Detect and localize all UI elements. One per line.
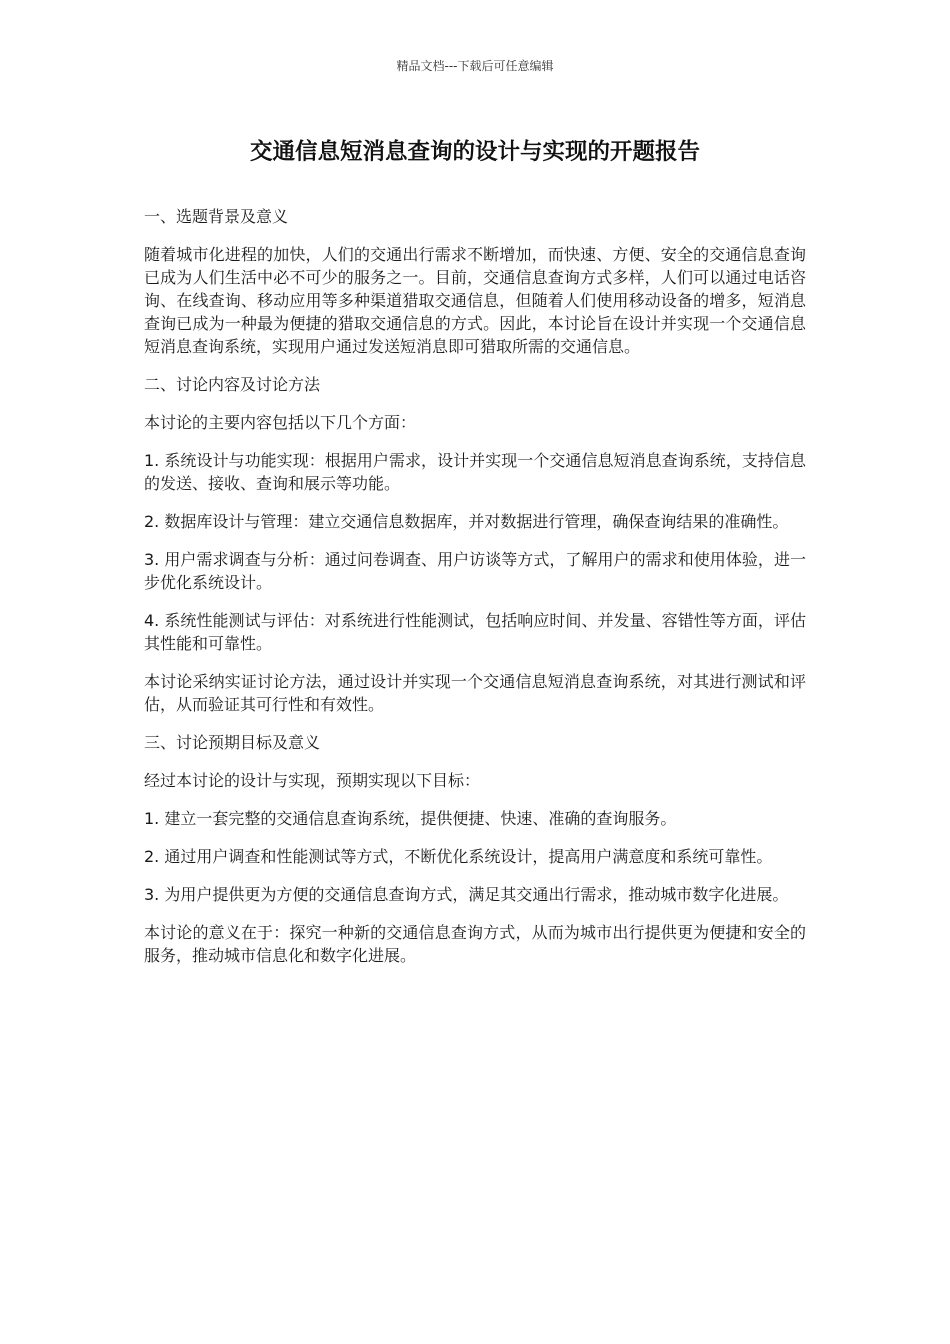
document-title: 交通信息短消息查询的设计与实现的开题报告: [249, 139, 700, 165]
document-body: [144, 205, 806, 982]
section-heading-goals: 三、讨论预期目标及意义: [144, 733, 321, 752]
section-heading-background: 一、选题背景及意义: [144, 207, 289, 226]
paragraph-content-intro: 本讨论的主要内容包括以下几个方面：: [144, 413, 417, 432]
list-item-content-4: 4. 系统性能测试与评估：对系统进行性能测试，包括响应时间、并发量、容错性等方面，评估其性能和可靠性。: [144, 611, 806, 653]
list-item-goal-3: 3. 为用户提供更为方便的交通信息查询方式，满足其交通出行需求，推动城市数字化进展。: [144, 885, 789, 904]
list-item-content-2: 2. 数据库设计与管理：建立交通信息数据库，并对数据进行管理，确保查询结果的准确性。: [144, 512, 789, 531]
paragraph-significance: 本讨论的意义在于：探究一种新的交通信息查询方式，从而为城市出行提供更为便捷和安全的服务，推动城市信息化和数字化进展。: [144, 923, 806, 965]
header-note: 精品文档---下载后可任意编辑: [396, 59, 554, 73]
paragraph-background: 随着城市化进程的加快，人们的交通出行需求不断增加，而快速、方便、安全的交通信息查询已成为人们生活中必不可少的服务之一。目前，交通信息查询方式多样，人们可以通过电话咨询、在线查询、移动应用等多种渠道猎取交通信息，但随着人们使用移动设备的增多，短消息查询已成为一种最为便捷的猎取交通信息的方式。因此，本讨论旨在设计并实现一个交通信息短消息查询系统，实现用户通过发送短消息即可猎取所需的交通信息。: [144, 245, 806, 356]
section-heading-content-method: 二、讨论内容及讨论方法: [144, 375, 321, 394]
list-item-goal-1: 1. 建立一套完整的交通信息查询系统，提供便捷、快速、准确的查询服务。: [144, 809, 677, 828]
list-item-content-3: 3. 用户需求调查与分析：通过问卷调查、用户访谈等方式，了解用户的需求和使用体验，进一步优化系统设计。: [144, 550, 806, 592]
list-item-goal-2: 2. 通过用户调查和性能测试等方式，不断优化系统设计，提高用户满意度和系统可靠性。: [144, 847, 773, 866]
paragraph-method: 本讨论采纳实证讨论方法，通过设计并实现一个交通信息短消息查询系统，对其进行测试和评估，从而验证其可行性和有效性。: [144, 672, 806, 714]
paragraph-goals-intro: 经过本讨论的设计与实现，预期实现以下目标：: [144, 771, 481, 790]
list-item-content-1: 1. 系统设计与功能实现：根据用户需求，设计并实现一个交通信息短消息查询系统，支持信息的发送、接收、查询和展示等功能。: [144, 451, 806, 493]
